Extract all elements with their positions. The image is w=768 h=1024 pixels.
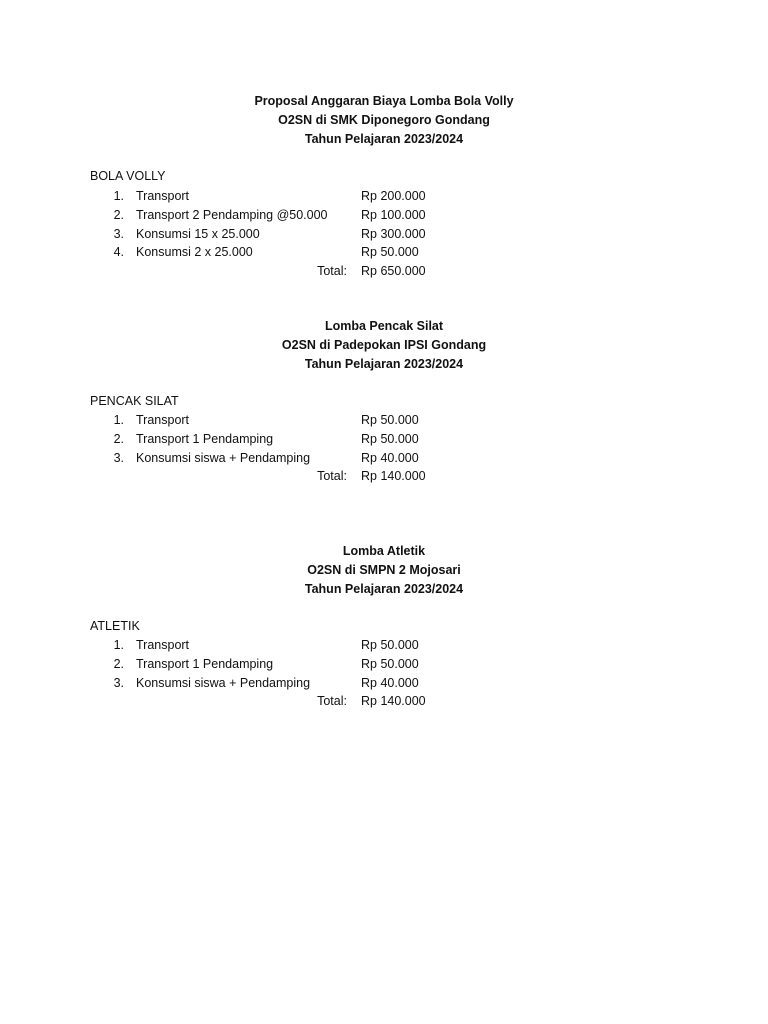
item-description: Konsumsi siswa + Pendamping	[136, 676, 311, 690]
heading-line-year: Tahun Pelajaran 2023/2024	[304, 582, 464, 596]
item-amount: Rp 100.000	[361, 208, 426, 222]
item-number: 2.	[113, 657, 124, 671]
item-description: Konsumsi 15 x 25.000	[136, 227, 260, 241]
total-row	[0, 262, 768, 281]
list-item	[0, 225, 768, 244]
item-description: Transport 1 Pendamping	[136, 657, 274, 671]
category-label: BOLA VOLLY	[90, 169, 166, 183]
list-item	[0, 243, 768, 262]
total-row	[0, 692, 768, 711]
item-number: 1.	[113, 638, 124, 652]
list-item	[0, 636, 768, 655]
category-label: ATLETIK	[90, 619, 140, 633]
heading-line-venue: O2SN di Padepokan IPSI Gondang	[281, 338, 487, 352]
item-description: Transport	[136, 638, 190, 652]
item-amount: Rp 50.000	[361, 432, 419, 446]
item-description: Konsumsi 2 x 25.000	[136, 245, 253, 259]
item-number: 2.	[113, 208, 124, 222]
section-pencak-silat	[0, 317, 768, 483]
heading-line-venue: O2SN di SMK Diponegoro Gondang	[278, 113, 490, 127]
item-number: 3.	[113, 676, 124, 690]
item-amount: Rp 50.000	[361, 638, 419, 652]
item-amount: Rp 40.000	[361, 451, 419, 465]
item-number: 2.	[113, 432, 124, 446]
list-item	[0, 206, 768, 225]
list-item	[0, 187, 768, 206]
heading-line-venue: O2SN di SMPN 2 Mojosari	[307, 563, 461, 577]
item-amount: Rp 300.000	[361, 227, 426, 241]
item-amount: Rp 200.000	[361, 189, 426, 203]
item-amount: Rp 40.000	[361, 676, 419, 690]
total-amount: Rp 140.000	[361, 694, 426, 708]
list-item	[0, 449, 768, 468]
item-amount: Rp 50.000	[361, 657, 419, 671]
item-number: 3.	[113, 451, 124, 465]
item-description: Transport	[136, 413, 190, 427]
heading-line-title: Lomba Atletik	[342, 544, 426, 558]
heading-line-title: Proposal Anggaran Biaya Lomba Bola Volly	[254, 94, 514, 108]
item-number: 4.	[113, 245, 124, 259]
total-amount: Rp 650.000	[361, 264, 426, 278]
item-description: Transport 2 Pendamping @50.000	[136, 208, 328, 222]
section-heading	[0, 92, 768, 149]
item-amount: Rp 50.000	[361, 245, 419, 259]
item-description: Transport	[136, 189, 190, 203]
list-item	[0, 411, 768, 430]
list-item	[0, 655, 768, 674]
section-bola-volly	[0, 92, 768, 278]
list-item	[0, 430, 768, 449]
item-number: 1.	[113, 413, 124, 427]
heading-line-title: Lomba Pencak Silat	[324, 319, 444, 333]
total-row	[0, 467, 768, 486]
total-label: Total:	[317, 469, 347, 483]
item-amount: Rp 50.000	[361, 413, 419, 427]
section-heading	[0, 542, 768, 599]
total-label: Total:	[317, 694, 347, 708]
item-description: Konsumsi siswa + Pendamping	[136, 451, 311, 465]
item-description: Transport 1 Pendamping	[136, 432, 274, 446]
section-atletik	[0, 542, 768, 708]
section-heading	[0, 317, 768, 374]
item-number: 3.	[113, 227, 124, 241]
list-item	[0, 674, 768, 693]
item-number: 1.	[113, 189, 124, 203]
total-label: Total:	[317, 264, 347, 278]
heading-line-year: Tahun Pelajaran 2023/2024	[304, 132, 464, 146]
heading-line-year: Tahun Pelajaran 2023/2024	[304, 357, 464, 371]
category-label: PENCAK SILAT	[90, 394, 179, 408]
total-amount: Rp 140.000	[361, 469, 426, 483]
